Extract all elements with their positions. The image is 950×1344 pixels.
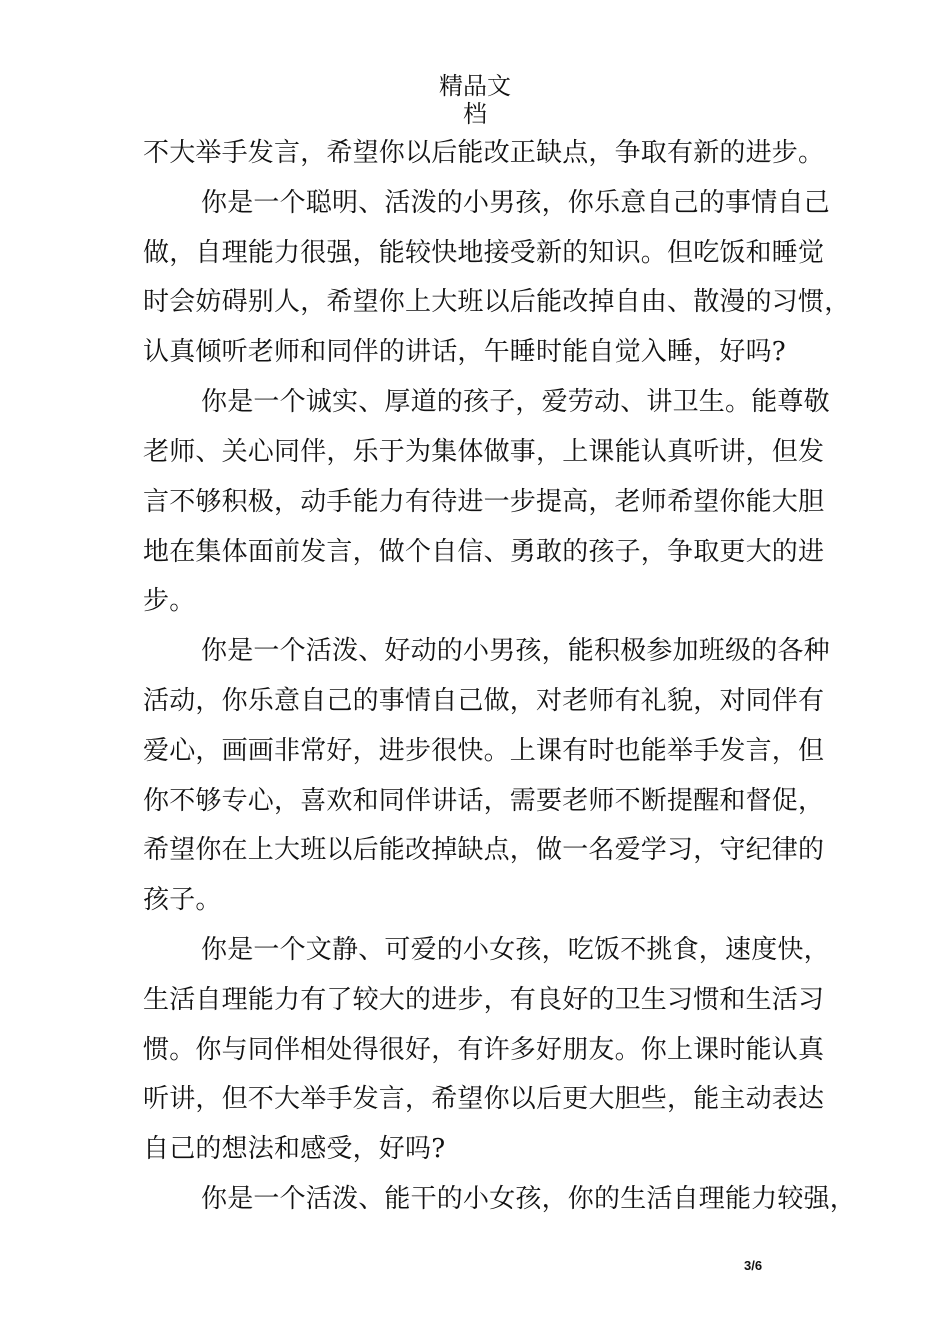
- text-line: 爱心，画画非常好，进步很快。上课有时也能举手发言，但: [143, 736, 825, 766]
- text-line: 生活自理能力有了较大的进步，有良好的卫生习惯和生活习: [143, 985, 825, 1015]
- text-line: 希望你在上大班以后能改掉缺点，做一名爱学习，守纪律的: [143, 835, 825, 865]
- text-line: 地在集体面前发言，做个自信、勇敢的孩子，争取更大的进: [143, 537, 825, 567]
- paragraph-first-line: 你是一个诚实、厚道的孩子，爱劳动、讲卫生。能尊敬: [201, 387, 830, 417]
- text-line: 认真倾听老师和同伴的讲话，午睡时能自觉入睡，好吗?: [143, 337, 786, 367]
- text-line: 你不够专心，喜欢和同伴讲话，需要老师不断提醒和督促，: [143, 786, 825, 816]
- text-line: 惯。你与同伴相处得很好，有许多好朋友。你上课时能认真: [143, 1035, 825, 1065]
- text-line: 步。: [143, 586, 196, 616]
- text-line: 活动，你乐意自己的事情自己做，对老师有礼貌，对同伴有: [143, 686, 825, 716]
- page-number: 3/6: [744, 1258, 763, 1273]
- text-line: 言不够积极，动手能力有待进一步提高，老师希望你能大胆: [143, 487, 825, 517]
- text-line: 做，自理能力很强，能较快地接受新的知识。但吃饭和睡觉: [143, 238, 825, 268]
- text-line: 自己的想法和感受，好吗?: [143, 1134, 446, 1164]
- header-title-line-2: 档: [463, 100, 487, 128]
- paragraph-first-line: 你是一个活泼、能干的小女孩，你的生活自理能力较强，: [201, 1184, 857, 1214]
- paragraph-first-line: 你是一个活泼、好动的小男孩，能积极参加班级的各种: [201, 636, 830, 666]
- paragraph-first-line: 你是一个聪明、活泼的小男孩，你乐意自己的事情自己: [201, 188, 830, 218]
- text-line: 孩子。: [143, 885, 222, 915]
- paragraph-first-line: 你是一个文静、可爱的小女孩，吃饭不挑食，速度快，: [201, 935, 830, 965]
- text-line: 不大举手发言，希望你以后能改正缺点，争取有新的进步。: [143, 138, 825, 168]
- text-line: 听讲，但不大举手发言，希望你以后更大胆些，能主动表达: [143, 1084, 825, 1114]
- header-title-line-1: 精品文: [439, 72, 511, 100]
- text-line: 老师、关心同伴，乐于为集体做事，上课能认真听讲，但发: [143, 437, 825, 467]
- text-line: 时会妨碍别人，希望你上大班以后能改掉自由、散漫的习惯，: [143, 287, 851, 317]
